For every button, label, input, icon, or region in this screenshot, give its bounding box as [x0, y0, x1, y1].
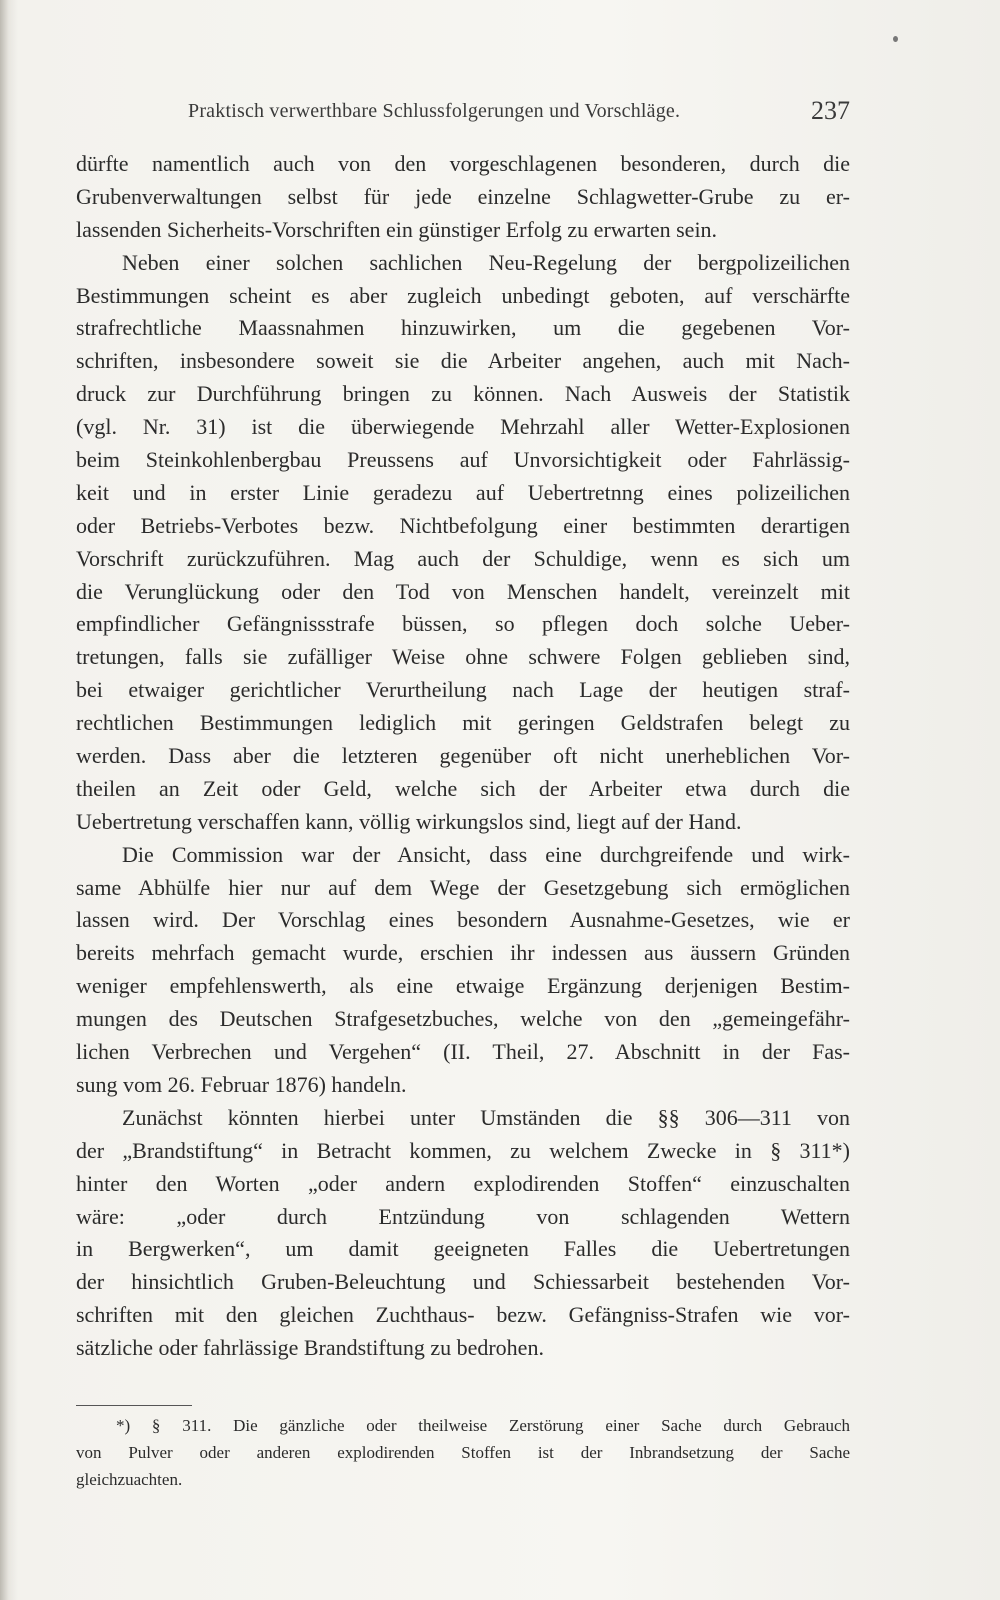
text-line: theilen an Zeit oder Geld, welche sich der Arbeiter etwa durch die [76, 775, 850, 801]
text-line: mungen des Deutschen Strafgesetzbuches, welche von den „gemeingefähr- [76, 1006, 850, 1032]
text-line: bei etwaiger gerichtlicher Verurtheilung nach Lage der heutigen straf- [76, 677, 850, 703]
text-line: der hinsichtlich Gruben-Beleuchtung und Schiessarbeit bestehenden Vor- [76, 1269, 850, 1295]
text-line-spaced-emphasis: strafrechtliche Maassnahmen hinzuwirken, um die gegebenen Vor- [76, 315, 850, 341]
text-line-spaced-emphasis: in Bergwerken“, um damit geeigneten Falles die Uebertretungen [76, 1236, 850, 1262]
text-line: oder Betriebs-Verbotes bezw. Nichtbefolgung einer bestimmten derartigen [76, 512, 850, 538]
paragraph-first-line: Zunächst könnten hierbei unter Umständen die §§ 306—311 von [122, 1104, 850, 1130]
footnote-line: gleichzuachten. [76, 1470, 183, 1489]
text-line: lichen Verbrechen und Vergehen“ (II. Theil, 27. Abschnitt in der Fas- [76, 1039, 850, 1065]
text-line: Vorschrift zurückzuführen. Mag auch der Schuldige, wenn es sich um [76, 545, 850, 571]
paragraph-first-line: Die Commission war der Ansicht, dass eine durchgreifende und wirk- [122, 841, 850, 867]
text-line: (vgl. Nr. 31) ist die überwiegende Mehrzahl aller Wetter-Explosionen [76, 414, 850, 440]
body-text [76, 148, 850, 1365]
text-line: hinter den Worten „oder andern explodirenden Stoffen“ einzuschalten [76, 1170, 850, 1196]
footnote-line: von Pulver oder anderen explodirenden Stoffen ist der Inbrandsetzung der Sache [76, 1443, 850, 1462]
footnote-line: *) § 311. Die gänzliche oder theilweise Zerstörung einer Sache durch Gebrauch [116, 1416, 850, 1435]
text-line: sätzliche oder fahrlässige Brandstiftung zu bedrohen. [76, 1335, 544, 1361]
footnote [76, 1412, 850, 1493]
text-line: bereits mehrfach gemacht wurde, erschien ihr indessen aus äussern Gründen [76, 940, 850, 966]
running-title: Praktisch verwerthbare Schlussfolgerungen und Vorschläge. [188, 100, 681, 122]
text-line: Grubenverwaltungen selbst für jede einzelne Schlagwetter-Grube zu er- [76, 183, 850, 209]
text-line: lassen wird. Der Vorschlag eines besondern Ausnahme-Gesetzes, wie er [76, 907, 850, 933]
text-line: Uebertretung verschaffen kann, völlig wirkungslos sind, liegt auf der Hand. [76, 808, 742, 834]
text-line: tretungen, falls sie zufälliger Weise ohne schwere Folgen geblieben sind, [76, 644, 850, 670]
footnote-rule [76, 1405, 192, 1406]
text-line: Bestimmungen scheint es aber zugleich unbedingt geboten, auf verschärfte [76, 282, 850, 308]
text-line: lassenden Sicherheits-Vorschriften ein günstiger Erfolg zu erwarten sein. [76, 216, 718, 242]
text-line: weniger empfehlenswerth, als eine etwaige Ergänzung derjenigen Bestim- [76, 973, 850, 999]
print-speck [893, 36, 898, 42]
text-line: dürfte namentlich auch von den vorgeschlagenen besonderen, durch die [76, 151, 850, 176]
text-line: schriften, insbesondere soweit sie die Arbeiter angehen, auch mit Nach- [76, 348, 850, 374]
page-spine-shadow [0, 0, 9, 1600]
page-number: 237 [811, 96, 850, 125]
text-line: werden. Dass aber die letzteren gegenüber oft nicht unerheblichen Vor- [76, 743, 850, 769]
text-line: die Verunglückung oder den Tod von Menschen handelt, vereinzelt mit [76, 578, 850, 604]
page-header [76, 96, 850, 136]
text-line: sung vom 26. Februar 1876) handeln. [76, 1071, 407, 1097]
text-line: keit und in erster Linie geradezu auf Uebertretnng eines polizeilichen [76, 479, 850, 505]
text-line: der „Brandstiftung“ in Betracht kommen, zu welchem Zwecke in § 311*) [76, 1137, 850, 1163]
paragraph-first-line: Neben einer solchen sachlichen Neu-Regelung der bergpolizeilichen [122, 249, 850, 275]
text-line: empfindlicher Gefängnissstrafe büssen, so pflegen doch solche Ueber- [76, 611, 850, 637]
text-line: beim Steinkohlenbergbau Preussens auf Unvorsichtigkeit oder Fahrlässig- [76, 447, 850, 473]
text-line: rechtlichen Bestimmungen lediglich mit geringen Geldstrafen belegt zu [76, 710, 850, 736]
text-line: schriften mit den gleichen Zuchthaus- bezw. Gefängniss-Strafen wie vor- [76, 1302, 850, 1328]
text-line-spaced-emphasis: wäre: „oder durch Entzündung von schlagenden Wettern [76, 1203, 850, 1229]
text-line: druck zur Durchführung bringen zu können. Nach Ausweis der Statistik [76, 381, 850, 407]
text-line: same Abhülfe hier nur auf dem Wege der Gesetzgebung sich ermöglichen [76, 874, 850, 900]
